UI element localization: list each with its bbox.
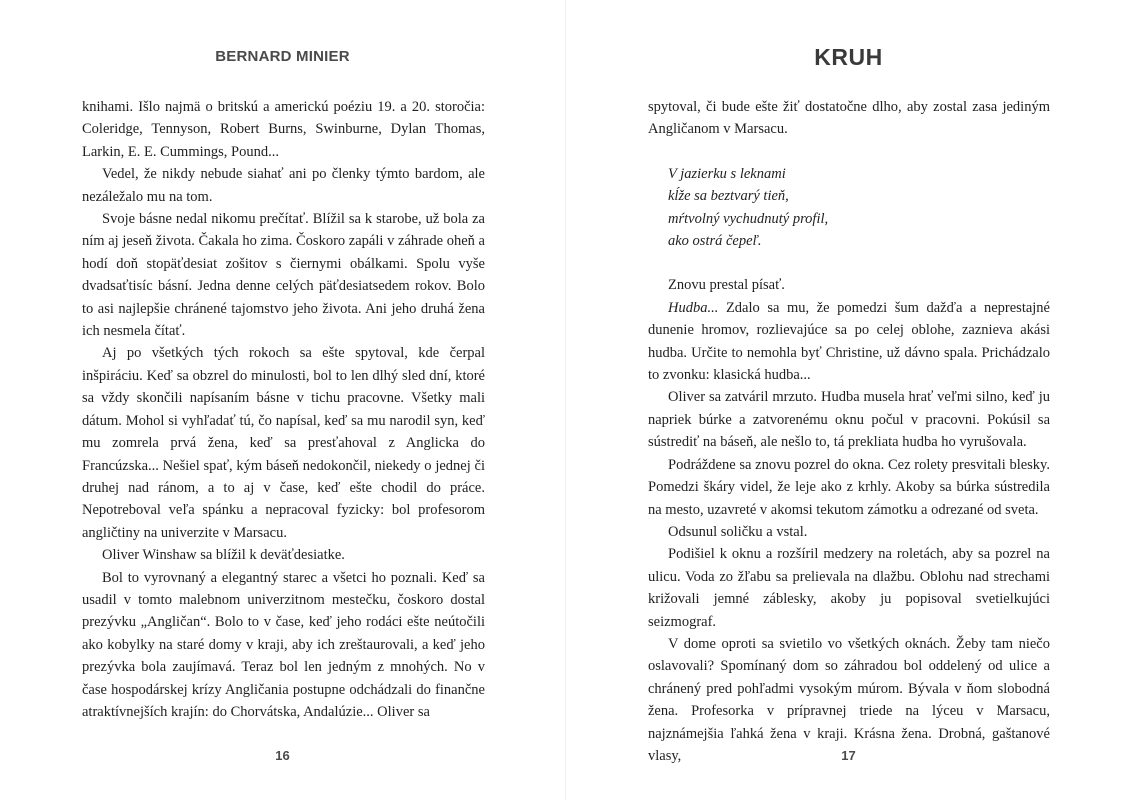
poem-line: mŕtvolný vychudnutý profil, [668, 210, 829, 227]
paragraph: Podráždene sa znovu pozrel do okna. Cez rolety presvitali blesky. Pomedzi škáry videl, že leje ako z krhly. Akoby sa búrka sústredila na mesto, uzavreté v akomsi tekutom zámotku a odrezané od sveta. [648, 456, 1050, 518]
paragraph-text: Zdalo sa mu, že pomedzi šum dažďa a neprestajné dunenie hromov, rozlievajúce sa po celej oblohe, zaznieva akási hudba. Určite to nemohla byť Christine, už dávno spala. Prichádzalo to zvonku: klasická hudba... [648, 299, 1050, 384]
poem-line: V jazierku s leknami [668, 165, 786, 182]
paragraph: spytoval, či bude ešte žiť dostatočne dlho, aby zostal zasa jediným Angličanom v Marsacu. [648, 99, 1050, 138]
paragraph: Oliver sa zatváril mrzuto. Hudba musela hrať veľmi silno, keď ju napriek búrke a zatvorenému oknu počul v pracovni. Pokúsil sa sústrediť na báseň, ale nešlo to, tá prekliata hudba ho vyrušovala. [648, 389, 1050, 451]
right-page [566, 0, 1131, 800]
paragraph: knihami. Išlo najmä o britskú a americkú poéziu 19. a 20. storočia: Coleridge, Tennyson, Robert Burns, Swinburne, Dylan Thomas, Larkin, E. E. Cummings, Pound... [82, 99, 485, 160]
left-page-body [82, 96, 485, 723]
paragraph: Bol to vyrovnaný a elegantný starec a všetci ho poznali. Keď sa usadil v tomto malebnom univerzitnom mestečku, čoskoro dostal prezývku „Angličan“. Bolo to v čase, keď jeho rodáci ešte neútočili ako kobylky na staré domy v kraji, aby ich zreštaurovali, a keď jeho prezývka bola zaujímavá. Teraz bol len jedným z mnohých. No v čase hospodárskej krízy Angličania postupne odchádzali do finančne atraktívnejších krajín: do Chorvátska, Andalúzie... Oliver sa [82, 569, 485, 720]
paragraph: Podišiel k oknu a rozšíril medzery na roletách, aby sa pozrel na ulicu. Voda zo žľabu sa prelievala na dlažbu. Oblohu nad strechami križovali jemné záblesky, akoby ju popisoval svetielkujúci seizmograf. [648, 546, 1050, 630]
page-number-left: 16 [275, 748, 290, 763]
paragraph: Znovu prestal písať. [668, 277, 785, 294]
italic-word: Hudba... [668, 299, 719, 316]
paragraph: Vedel, že nikdy nebude siahať ani po členky týmto bardom, ale nezáležalo mu na tom. [82, 166, 485, 205]
paragraph: Svoje básne nedal nikomu prečítať. Blížil sa k starobe, už bola za ním aj jeseň života. Čakala ho zima. Čoskoro zapáli v záhrade oheň a hodí doň stopäťdesiat zošitov s čiernymi obálkami. Spolu vyše dvadsaťtisíc básní. Jedna denne celých päťdesiatsedem rokov. Bolo to asi najlepšie chránené tajomstvo jeho života. Ani jeho druhá žena ich nesmela čítať. [82, 211, 485, 340]
right-page-body [648, 96, 1050, 767]
paragraph [648, 297, 1050, 387]
running-head-author: BERNARD MINIER [215, 48, 350, 65]
paragraph: Aj po všetkých tých rokoch sa ešte spytoval, kde čerpal inšpiráciu. Keď sa obzrel do minulosti, bol to len dlhý sled dní, ktoré sa vždy skončili napísaním básne v tichu pracovne. Všetky mali dátum. Mohol si vyhľadať tú, čo napísal, keď sa mu narodil syn, keď mu zomrela prvá žena, keď sa presťahoval z Anglicka do Francúzska... Nešiel spať, kým báseň nedokončil, niekedy o jednej či druhej nad ránom, a to aj v čase, keď ešte chodil do práce. Nepotreboval veľa spánku a nepracoval fyzicky: bol profesorom angličtiny na univerzite v Marsacu. [82, 345, 485, 541]
poem-stanza [668, 163, 1050, 253]
poem-line: kĺže sa beztvarý tieň, [668, 188, 789, 205]
paragraph: V dome oproti sa svietilo vo všetkých oknách. Žeby tam niečo oslavovali? Spomínaný dom so záhradou bol oddelený od ulice a chránený pred pohľadmi vysokým múrom. Bývala v ňom slobodná žena. Profesorka v prípravnej triede na lýceu v Marsacu, najznámejšia ľahká žena v kraji. Krásna žena. Drobná, gaštanové vlasy, [648, 635, 1050, 764]
poem-line: ako ostrá čepeľ. [668, 233, 762, 250]
left-page [0, 0, 565, 800]
paragraph: Odsunul soličku a vstal. [668, 523, 808, 540]
paragraph: Oliver Winshaw sa blížil k deväťdesiatke. [102, 547, 345, 564]
running-head-title: KRUH [814, 44, 883, 70]
page-number-right: 17 [841, 748, 856, 763]
